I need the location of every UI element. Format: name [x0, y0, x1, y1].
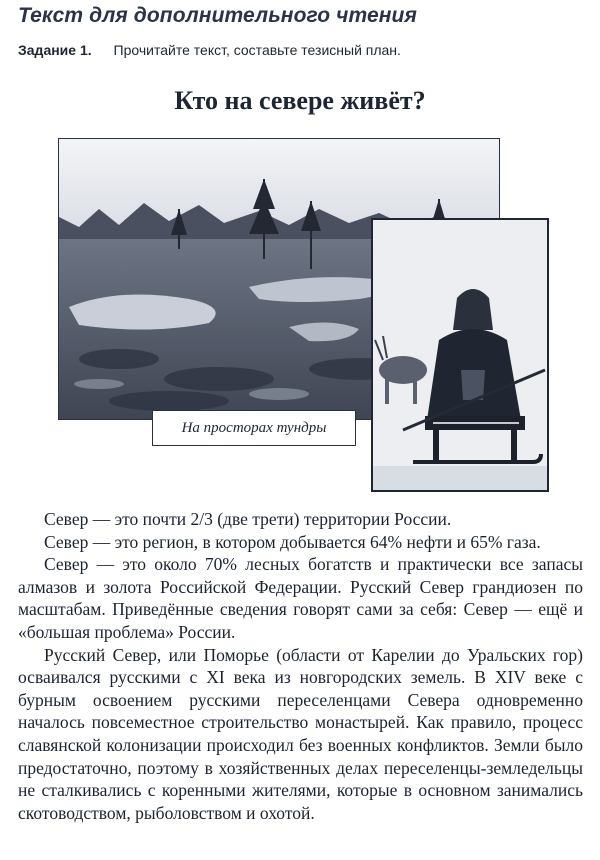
paragraph: Север — это почти 2/3 (две трети) территории России. — [44, 509, 452, 529]
section-title: Текст для дополнительного чтения — [18, 4, 417, 27]
task-label: Задание 1. — [18, 42, 92, 58]
paragraph: Север — это регион, в котором добывается 64% нефти и 65% газа. — [44, 531, 541, 552]
paragraph: Русский Север, или Поморье (области от Карелии до Уральских гор) осваивался русскими с XI века из новгородских земель. В XIV веке с бурным освоением русскими переселенцами Севера одновременно началось повсеместное строительство монастырей. Как правило, процесс славянской колонизации происходил без военных конфликтов. Земли было предостаточно, поэтому в хозяйственных делах переселенцы-земледельцы не сталкивались с коренными жителями, которые в основном занимались скотоводством, рыболовством и охотой. — [18, 644, 583, 823]
photo-caption: На просторах тундры — [152, 410, 356, 446]
woman-sled-photo-image — [373, 220, 547, 490]
task-line — [18, 42, 401, 58]
article-body — [18, 508, 583, 824]
task-text: Прочитайте текст, составьте тезисный план. — [113, 42, 401, 58]
woman-sled-photo — [371, 218, 549, 492]
article-title: Кто на севере живёт? — [174, 86, 426, 115]
paragraph: Север — это около 70% лесных богатств и практически все запасы алмазов и золота Российской Федерации. Русский Север грандиозен по масштабам. Приведённые сведения говорят сами за себя: Север — ещё и «большая проблема» России. — [18, 554, 583, 642]
